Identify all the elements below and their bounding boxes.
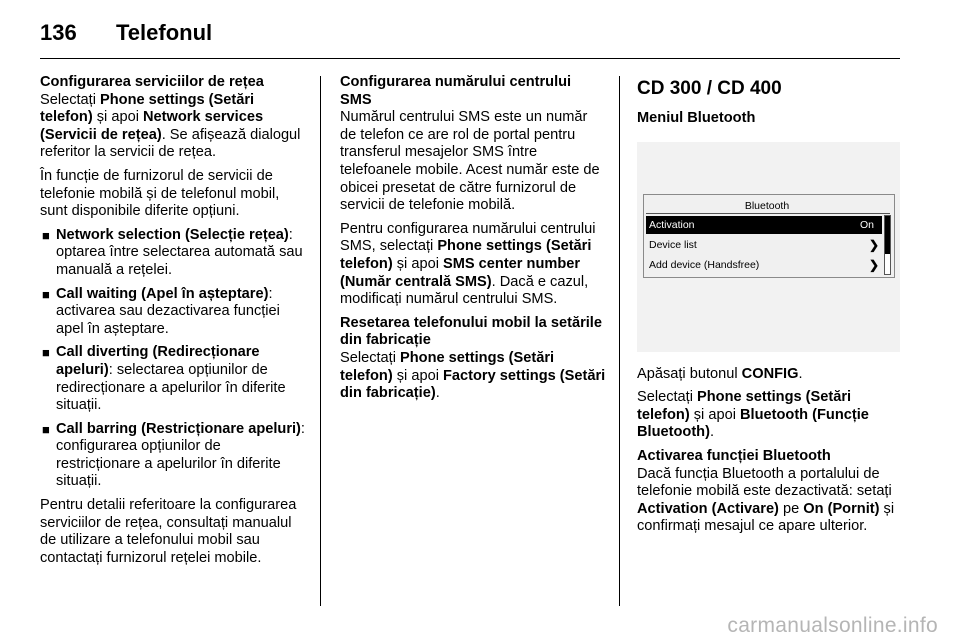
paragraph-details: Pentru detalii referitoare la configurarea serviciilor de rețea, consultați manualul de utilizare a telefonului mobil sau contactați furnizorul rețelei mobile. xyxy=(40,497,297,566)
text: și apoi xyxy=(392,255,443,272)
bullet-icon: ■ xyxy=(42,286,50,302)
menu-term: Phone settings (Setări telefon) xyxy=(40,91,255,126)
menu-row-value: On xyxy=(859,218,874,231)
menu-row-label: Activation xyxy=(649,218,695,231)
text: . xyxy=(709,424,715,441)
menu-term: On (Pornit) xyxy=(803,500,880,517)
option-text: : configurarea opțiunilor de restricționare a apelurilor în diferite situații. xyxy=(56,420,305,490)
paragraph-sms-info: Numărul centrului SMS este un număr de telefon ce are rol de portal pentru transferul mesajelor SMS între telefoanele mobile. Acest număr este de obicei presetat de către furnizorul de servicii de telefonie mobilă. xyxy=(340,109,600,214)
column-divider-2 xyxy=(619,76,620,606)
menu-term: Factory settings (Setări din fabricație) xyxy=(340,367,606,402)
scrollbar[interactable] xyxy=(884,215,891,275)
menu-term: Network services (Servicii de rețea) xyxy=(40,109,264,143)
option-term: Call barring (Restricționare apeluri) xyxy=(56,420,301,437)
options-list xyxy=(40,227,306,491)
menu-term: Phone settings (Setări telefon) xyxy=(340,238,592,272)
column-network-services xyxy=(40,74,306,573)
option-text: : activarea sau dezactivarea funcției apel în așteptare. xyxy=(56,285,280,337)
bullet-icon: ■ xyxy=(42,227,50,243)
paragraph-config xyxy=(637,366,903,384)
text: Pentru configurarea numărului centrului SMS, selectați xyxy=(340,220,596,255)
menu-term: Phone settings (Setări telefon) xyxy=(340,349,555,384)
chevron-right-icon: ❯ xyxy=(868,257,879,272)
section-heading-activate-bt: Activarea funcției Bluetooth xyxy=(637,447,831,464)
section-heading-factory: Resetarea telefonului mobil la setările din fabricație xyxy=(340,314,602,349)
paragraph-factory xyxy=(340,350,606,403)
option-text: : selectarea opțiunilor de redirecționare a apelurilor în diferite situații. xyxy=(56,361,286,414)
paragraph-select-bluetooth xyxy=(637,389,903,442)
chevron-right-icon: ❯ xyxy=(868,237,879,252)
paragraph-activate-bt xyxy=(637,466,903,536)
text: și apoi xyxy=(392,367,443,384)
menu-term: SMS center number (Număr centrală SMS) xyxy=(340,255,581,290)
list-item xyxy=(40,344,306,414)
screen-divider xyxy=(646,213,890,214)
text: și apoi xyxy=(92,109,143,126)
page-title: Telefonul xyxy=(116,20,213,45)
watermark-text: carmanualsonline.info xyxy=(727,614,938,637)
text: Dacă funcția Bluetooth a portalului de telefonie mobilă este dezactivată: setați xyxy=(637,465,892,500)
bullet-icon: ■ xyxy=(42,421,50,437)
text: . Dacă e cazul, modificați numărul centrului SMS. xyxy=(340,273,589,308)
text: . Se afișează dialogul referitor la servicii de rețea. xyxy=(40,126,301,161)
menu-row-label: Device list xyxy=(649,238,697,251)
column-bluetooth xyxy=(637,74,903,542)
text: . xyxy=(798,365,803,382)
column-sms-factory xyxy=(340,74,606,409)
section-heading-cd300: CD 300 / CD 400 xyxy=(637,78,782,99)
page-header xyxy=(40,18,900,59)
paragraph-sms-config xyxy=(340,221,606,309)
page-number: 136 xyxy=(40,20,77,45)
menu-row-device-list[interactable] xyxy=(646,236,882,254)
column-divider-1 xyxy=(320,76,321,606)
menu-row-label: Add device (Handsfree) xyxy=(649,258,760,271)
screen-title: Bluetooth xyxy=(744,199,790,212)
bluetooth-screen-figure xyxy=(637,142,900,352)
menu-term: Phone settings (Setări telefon) xyxy=(637,389,852,423)
option-term: Call waiting (Apel în așteptare) xyxy=(56,285,269,302)
menu-row-activation[interactable] xyxy=(646,216,882,234)
menu-row-add-device[interactable] xyxy=(646,256,882,274)
text: Selectați xyxy=(340,349,401,366)
text: . xyxy=(435,385,440,402)
bullet-icon: ■ xyxy=(42,345,50,361)
button-term: CONFIG xyxy=(741,365,799,382)
list-item xyxy=(40,421,306,491)
list-item xyxy=(40,227,306,280)
paragraph-select-network xyxy=(40,92,306,162)
scrollbar-thumb[interactable] xyxy=(885,216,890,254)
text: Apăsați butonul xyxy=(637,365,742,382)
section-heading-network: Configurarea serviciilor de rețea xyxy=(40,74,264,90)
paragraph-options: În funcție de furnizorul de servicii de telefonie mobilă și de telefonul mobil, sunt disponibile diferite opțiuni. xyxy=(40,167,280,220)
list-item xyxy=(40,286,306,339)
text: Selectați xyxy=(40,91,101,108)
subheading-bluetooth-menu: Meniul Bluetooth xyxy=(637,110,756,126)
text: pe xyxy=(778,500,804,517)
option-text: : optarea între selectarea automată sau manuală a rețelei. xyxy=(56,226,303,278)
bluetooth-screen xyxy=(643,194,895,278)
option-term: Network selection (Selecție rețea) xyxy=(56,226,289,243)
menu-term: Activation (Activare) xyxy=(637,500,779,517)
text: Selectați xyxy=(637,389,698,406)
text: și confirmați mesajul ce apare ulterior. xyxy=(637,500,895,535)
section-heading-sms: Configurarea numărului centrului SMS xyxy=(340,74,572,108)
menu-term: Bluetooth (Funcție Bluetooth) xyxy=(637,406,869,441)
option-term: Call diverting (Redirecționare apeluri) xyxy=(56,344,260,378)
text: și apoi xyxy=(689,406,740,423)
